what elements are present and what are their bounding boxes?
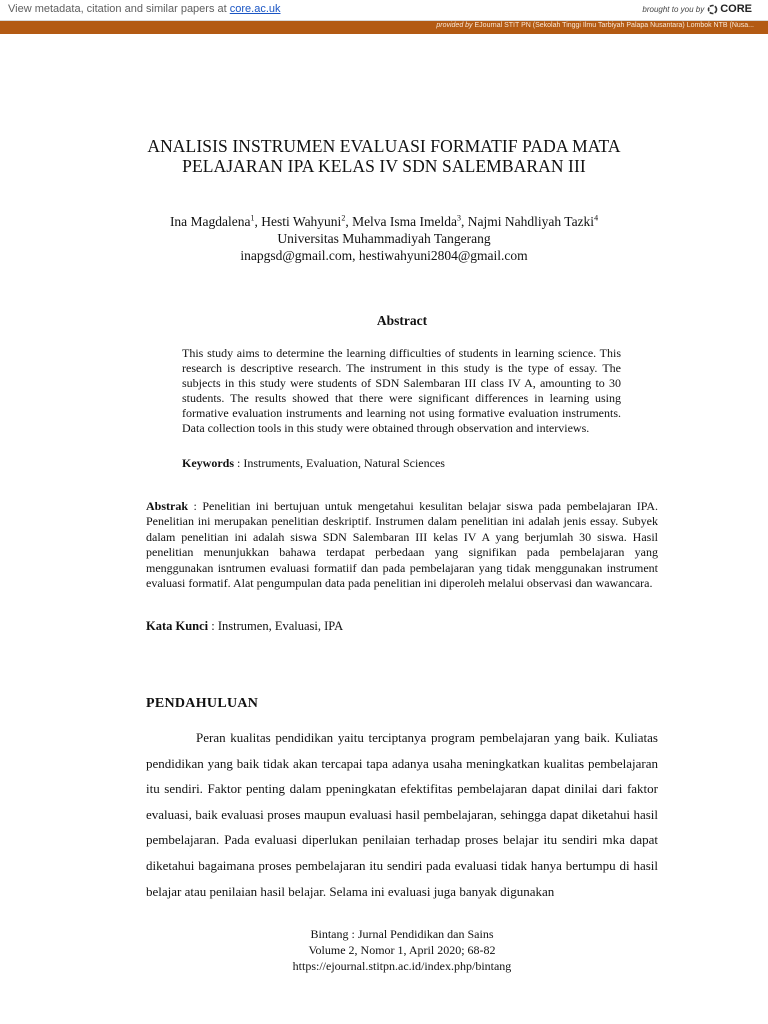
author-list: Ina Magdalena$^1$, Hesti Wahyuni$^2$, Melva Isma Imelda$^3$, Najmi Nahdliyah Tazki$^4$: [169, 213, 599, 229]
brought-to-you-by[interactable]: [642, 3, 752, 15]
metadata-notice: [8, 3, 281, 15]
core-logo: [707, 3, 752, 15]
footer-issue: Volume 2, Nomor 1, April 2020; 68-82: [308, 943, 496, 957]
author-emails: inapgsd@gmail.com, hestiwahyuni2804@gmail.com: [240, 248, 528, 263]
core-banner: [0, 0, 768, 21]
author-block: [100, 213, 668, 264]
author-name: Hesti Wahyuni: [261, 214, 342, 229]
affiliation: Universitas Muhammadiyah Tangerang: [277, 231, 491, 246]
core-wordmark: CORE: [720, 3, 752, 15]
provided-by-label: provided by: [436, 22, 473, 29]
footer-url[interactable]: https://ejournal.stitpn.ac.id/index.php/bintang: [292, 959, 512, 973]
abstract-heading: Abstract: [376, 313, 428, 328]
author-name: Ina Magdalena: [169, 214, 251, 229]
paper-title: [110, 136, 658, 176]
author-name: Najmi Nahdliyah Tazki: [467, 214, 595, 229]
kata-kunci-label: Kata Kunci: [146, 619, 209, 633]
abstract-text: This study aims to determine the learning difficulties of students in learning science. This research is descriptive research. The instrument in this study is the type of essay. The subjects in this study were students of SDN Salembaran III class IV A, amounting to 30 students. The results showed that there were significant differences in learning using formative evaluation instruments and learning not using formative evaluation instruments. Data collection tools in this study were obtained through observation and interviews.: [182, 346, 621, 435]
author-name: Melva Isma Imelda: [352, 214, 458, 229]
footer-journal: Bintang : Jurnal Pendidikan dan Sains: [310, 927, 494, 941]
abstrak-text: : Penelitian ini bertujuan untuk mengetahui kesulitan belajar siswa pada pembelajaran IPA. Penelitian ini merupakan penelitian deskriptif. Instrumen dalam penelitian ini adalah jenis essay. Subyek dalam penelitian ini adalah siswa SDN Salembaran III kelas IV A yang berjumlah 30 siswa. Hasil penelitian menunjukkan bahawa terdapat perbedaan yang signifikan pada pembelajaran yang menggunakan isntrumen evaluasi formatiif dan pada pembelajaran yang tidak menggunakan instrument evaluasi formatif. Alat pengumpulan data pada penelitian ini diperoleh melalui observasi dan wawancara.: [146, 499, 658, 591]
keywords-text: : Instruments, Evaluation, Natural Sciences: [234, 456, 445, 470]
page-footer: [0, 926, 768, 974]
abstrak-label: Abstrak: [146, 499, 189, 513]
paper-title-line-1: ANALISIS INSTRUMEN EVALUASI FORMATIF PADA MATA: [147, 136, 621, 156]
provider-name: EJournal STIT PN (Sekolah Tinggi Ilmu Tarbiyah Palapa Nusantara) Lombok NTB (Nusa...: [474, 22, 754, 29]
provided-by[interactable]: [436, 22, 754, 29]
section-heading-pendahuluan: PENDAHULUAN: [146, 696, 259, 711]
author-superscript: 1: [250, 213, 255, 223]
kata-kunci: [146, 619, 658, 634]
provider-strip: [0, 21, 768, 34]
keywords: [182, 456, 621, 471]
paper-title-line-2: PELAJARAN IPA KELAS IV SDN SALEMBARAN III: [182, 156, 586, 176]
brought-label: brought to you by: [642, 4, 705, 14]
abstrak-paragraph: [146, 499, 658, 591]
keywords-label: Keywords: [182, 456, 234, 470]
metadata-prefix: View metadata, citation and similar papers at: [8, 3, 230, 15]
kata-kunci-text: : Instrumen, Evaluasi, IPA: [208, 619, 344, 633]
intro-paragraph: Peran kualitas pendidikan yaitu terciptanya program pembelajaran yang baik. Kuliatas pendidikan yang baik tidak akan tercapai tapa adanya usaha meningkatkan kualitas pembelajaran itu sendiri. Faktor penting dalam ppeningkatan efektifitas pembelajaran dapat dinilai dari faktor evaluasi, baik evaluasi proses maupun evaluasi hasil pembelajaran, sehingga dapat diketahui hasil pembelajaran. Pada evaluasi diperlukan penilaian terhadap proses belajar itu sendiri mka dapat diketahui bagaimana proses pembelajaran itu sendiri pada evaluasi tidak hanya bertumpu di hasil belajar atau penilaian hasil belajar. Selama ini evaluasi juga banyak digunakan: [146, 730, 658, 899]
author-superscript: 4: [594, 213, 599, 223]
core-link[interactable]: core.ac.uk: [229, 3, 281, 15]
author-superscript: 3: [457, 213, 462, 223]
author-superscript: 2: [341, 213, 346, 223]
core-logo-icon: [707, 4, 718, 15]
